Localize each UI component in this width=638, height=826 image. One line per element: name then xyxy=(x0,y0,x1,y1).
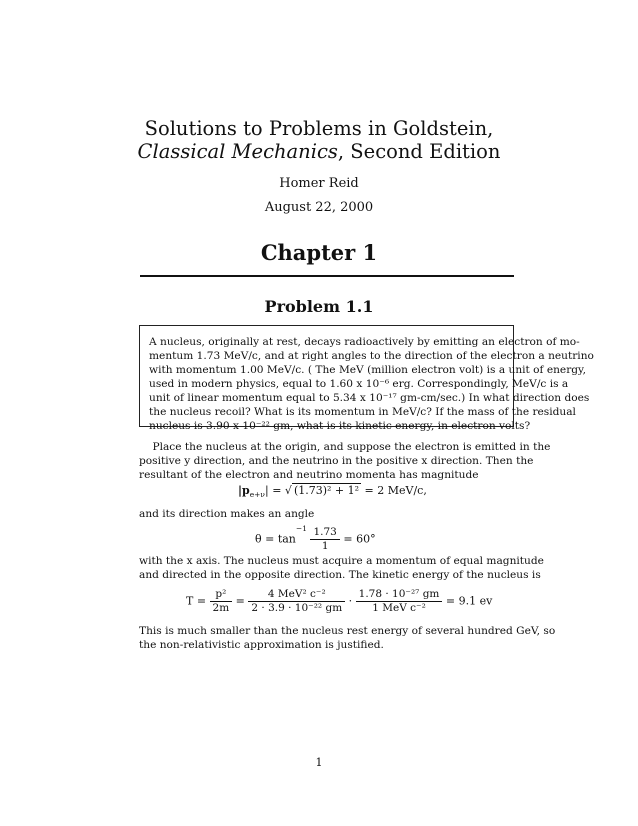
eq2-numerator: 1.73 xyxy=(310,526,339,540)
eq1-rhs: = 2 MeV/c, xyxy=(361,484,427,497)
eq2-fraction xyxy=(310,526,339,553)
eq2-lhs: θ = tan xyxy=(255,532,296,546)
eq1-radicand: (1.73)² + 1² xyxy=(293,484,360,497)
problem-heading: Problem 1.1 xyxy=(264,297,374,316)
edition-text: , Second Edition xyxy=(337,140,501,163)
equation-angle xyxy=(255,526,376,553)
problem-line: the nucleus recoil? What is its momentum in MeV/c? If the mass of the residual xyxy=(149,406,576,418)
eq3-f2-num: 4 MeV² c⁻² xyxy=(248,588,345,602)
title-line-1: Solutions to Problems in Goldstein, xyxy=(144,117,494,140)
problem-statement-box xyxy=(139,325,594,432)
equation-momentum: $|p_{e+\nu}|$ = √ (1.73)² + 1² = 2 MeV/c, xyxy=(238,484,427,500)
eq1-lhs-end: | = xyxy=(265,484,285,497)
title-line-2 xyxy=(0,140,638,163)
eq3-fraction-2 xyxy=(248,588,345,615)
eq3-lhs: T = xyxy=(186,594,210,608)
problem-line: used in modern physics, equal to 1.60 x 10⁻⁶ erg. Correspondingly, MeV/c is a xyxy=(149,378,569,390)
paragraph-line: and directed in the opposite direction. The kinetic energy of the nucleus is xyxy=(139,569,541,581)
eq3-f2-den: 2 · 3.9 · 10⁻²² gm xyxy=(251,602,343,614)
paragraph-line: positive y direction, and the neutrino in the positive x direction. Then the xyxy=(139,455,534,467)
page-number: 1 xyxy=(315,756,323,769)
problem-line: A nucleus, originally at rest, decays radioactively by emitting an electron of mo- xyxy=(149,336,580,348)
paragraph-line: the non-relativistic approximation is justified. xyxy=(139,639,384,651)
eq3-f3-num: 1.78 · 10⁻²⁷ gm xyxy=(356,588,443,602)
eq2-denominator: 1 xyxy=(321,540,329,552)
author: Homer Reid xyxy=(279,176,359,191)
eq2-rhs: = 60° xyxy=(339,532,376,546)
paragraph-line: This is much smaller than the nucleus rest energy of several hundred GeV, so xyxy=(139,625,556,637)
eq1-lhs: |p xyxy=(238,484,250,497)
equation-kinetic-energy: T = $\frac{\text{p²}}{2m}$ = $\frac{\text{4 MeV² c⁻²}}{\text{2 · 3.9 · 10⁻²² gm}}$ · $\frac{\text{1.78 · 10⁻²⁷ gm}}{\text{1 MeV c⁻²}}$ = 9.1 ev xyxy=(186,588,493,614)
problem-line: unit of linear momentum equal to 5.34 x 10⁻¹⁷ gm-cm/sec.) In what direction does xyxy=(149,392,590,404)
paragraph-line: resultant of the electron and neutrino momenta has magnitude xyxy=(139,469,479,481)
eq3-rhs: = 9.1 ev xyxy=(442,594,493,608)
problem-line: with momentum 1.00 MeV/c. ( The MeV (million electron volt) is a unit of energy, xyxy=(149,364,586,376)
eq2-exponent: −1 xyxy=(295,524,307,533)
paragraph-line: Place the nucleus at the origin, and suppose the electron is emitted in the xyxy=(139,441,551,453)
paragraph-line: and its direction makes an angle xyxy=(139,508,315,520)
eq3-f1-num: p² xyxy=(210,588,233,602)
problem-line: nucleus is 3.90 x 10⁻²² gm, what is its kinetic energy, in electron volts? xyxy=(149,420,531,432)
eq3-fraction-3 xyxy=(356,588,443,615)
eq3-f1-den: 2m xyxy=(212,602,230,614)
chapter-heading: Chapter 1 xyxy=(260,240,378,265)
eq3-f3-den: 1 MeV c⁻² xyxy=(372,602,426,614)
book-title: Classical Mechanics xyxy=(137,140,338,163)
chapter-rule xyxy=(140,275,514,277)
date: August 22, 2000 xyxy=(264,200,374,215)
eq1-subscript: e+ν xyxy=(249,490,265,500)
eq3-fraction-1 xyxy=(210,588,233,615)
problem-line: mentum 1.73 MeV/c, and at right angles to the direction of the electron a neutrino xyxy=(149,350,594,362)
paragraph-line: with the x axis. The nucleus must acquire a momentum of equal magnitude xyxy=(139,555,544,567)
